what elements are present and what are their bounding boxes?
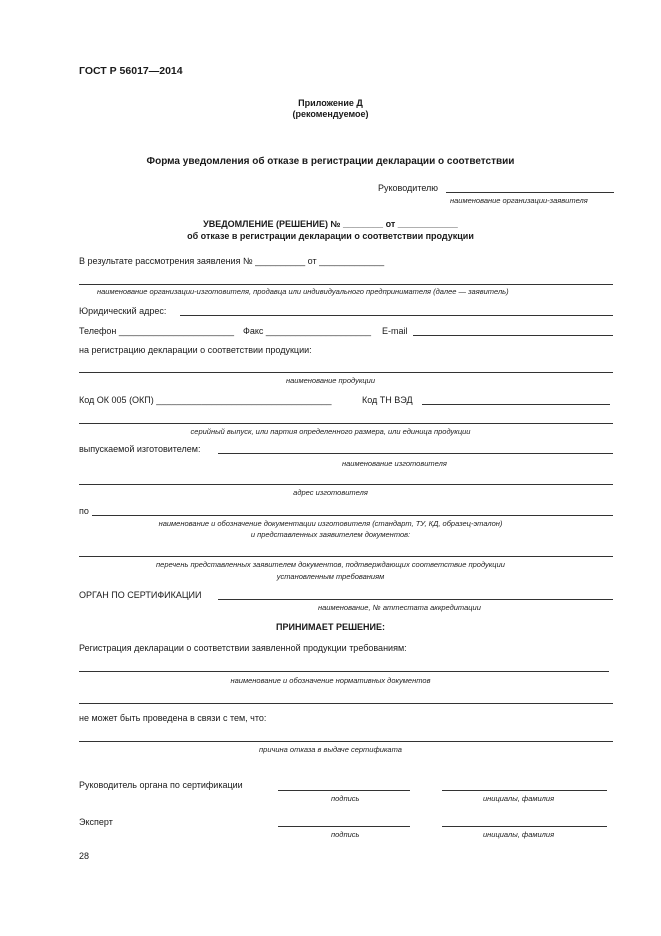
okp-field: Код ОК 005 (ОКП) ___________________________________: [79, 395, 332, 405]
head-signature-line: [278, 790, 410, 791]
list-caption-2: установленным требованиям: [276, 572, 385, 581]
page-number: 28: [79, 851, 90, 861]
appendix-title: Приложение Д: [298, 98, 363, 108]
standard-header: ГОСТ Р 56017—2014: [79, 65, 183, 77]
legal-address-line: [180, 315, 613, 316]
registration-text: на регистрацию декларации о соответствии продукции:: [79, 345, 312, 355]
head-name-caption: инициалы, фамилия: [483, 794, 555, 803]
addressee-line: [446, 192, 614, 193]
batch-caption: серийный выпуск, или партия определенного размера, или единица продукции: [190, 427, 471, 436]
notice-line-2: об отказе в регистрации декларации о соответствии продукции: [187, 231, 474, 241]
head-signature-label: Руководитель органа по сертификации: [79, 780, 243, 790]
manufacturer-line: [79, 284, 613, 285]
cert-body-label: ОРГАН ПО СЕРТИФИКАЦИИ: [79, 590, 202, 600]
reason-caption: причина отказа в выдаче сертификата: [259, 745, 402, 754]
legal-address-label: Юридический адрес:: [79, 306, 167, 316]
expert-label: Эксперт: [79, 817, 113, 827]
decision-heading: ПРИНИМАЕТ РЕШЕНИЕ:: [276, 622, 385, 632]
docs-line: [92, 515, 613, 516]
norm-caption: наименование и обозначение нормативных документов: [230, 676, 431, 685]
head-signature-caption: подпись: [331, 794, 360, 803]
cert-body-line: [218, 599, 613, 600]
produced-by-label: выпускаемой изготовителем:: [79, 444, 201, 454]
phone-field: Телефон _______________________: [79, 326, 234, 336]
product-line: [79, 372, 613, 373]
product-caption: наименование продукции: [285, 376, 375, 385]
reason-line: [79, 741, 613, 742]
appendix-status: (рекомендуемое): [292, 109, 369, 119]
docs-caption-1: наименование и обозначение документации изготовителя (стандарт, ТУ, КД, образец-эталон): [158, 519, 503, 528]
form-title: Форма уведомления об отказе в регистрации декларации о соответствии: [146, 156, 515, 167]
cert-body-caption: наименование, № аттестата аккредитации: [318, 603, 481, 612]
manufacturer-caption: наименование организации-изготовителя, продавца или индивидуального предпринимателя (далее — заявитель): [97, 287, 509, 296]
expert-name-line: [442, 826, 607, 827]
list-caption-1: перечень представленных заявителем документов, подтверждающих соответствие продукции: [156, 560, 505, 569]
list-line: [79, 556, 613, 557]
decision-registration-text: Регистрация декларации о соответствии заявленной продукции требованиям:: [79, 643, 407, 653]
by-label: по: [79, 506, 89, 516]
expert-name-caption: инициалы, фамилия: [483, 830, 555, 839]
maker-caption: наименование изготовителя: [342, 459, 447, 468]
email-label: E-mail: [382, 326, 408, 336]
notice-line-1: УВЕДОМЛЕНИЕ (РЕШЕНИЕ) № ________ от ____________: [203, 219, 458, 229]
maker-line: [218, 453, 613, 454]
tnved-label: Код ТН ВЭД: [362, 395, 413, 405]
expert-signature-line: [278, 826, 410, 827]
address-caption: адрес изготовителя: [293, 488, 368, 497]
expert-signature-caption: подпись: [331, 830, 360, 839]
tnved-line: [422, 404, 610, 405]
fax-field: Факс _____________________: [243, 326, 371, 336]
docs-caption-2: и представленных заявителем документов:: [250, 530, 411, 539]
addressee-label: Руководителю: [378, 183, 439, 193]
application-line: В результате рассмотрения заявления № __________ от _____________: [79, 256, 385, 266]
batch-line: [79, 423, 613, 424]
norm-line: [79, 671, 609, 672]
address-line: [79, 484, 613, 485]
addressee-caption: наименование организации-заявителя: [450, 196, 588, 205]
cannot-text: не может быть проведена в связи с тем, что:: [79, 713, 267, 723]
norm-line-2: [79, 703, 613, 704]
head-name-line: [442, 790, 607, 791]
email-line: [413, 335, 613, 336]
